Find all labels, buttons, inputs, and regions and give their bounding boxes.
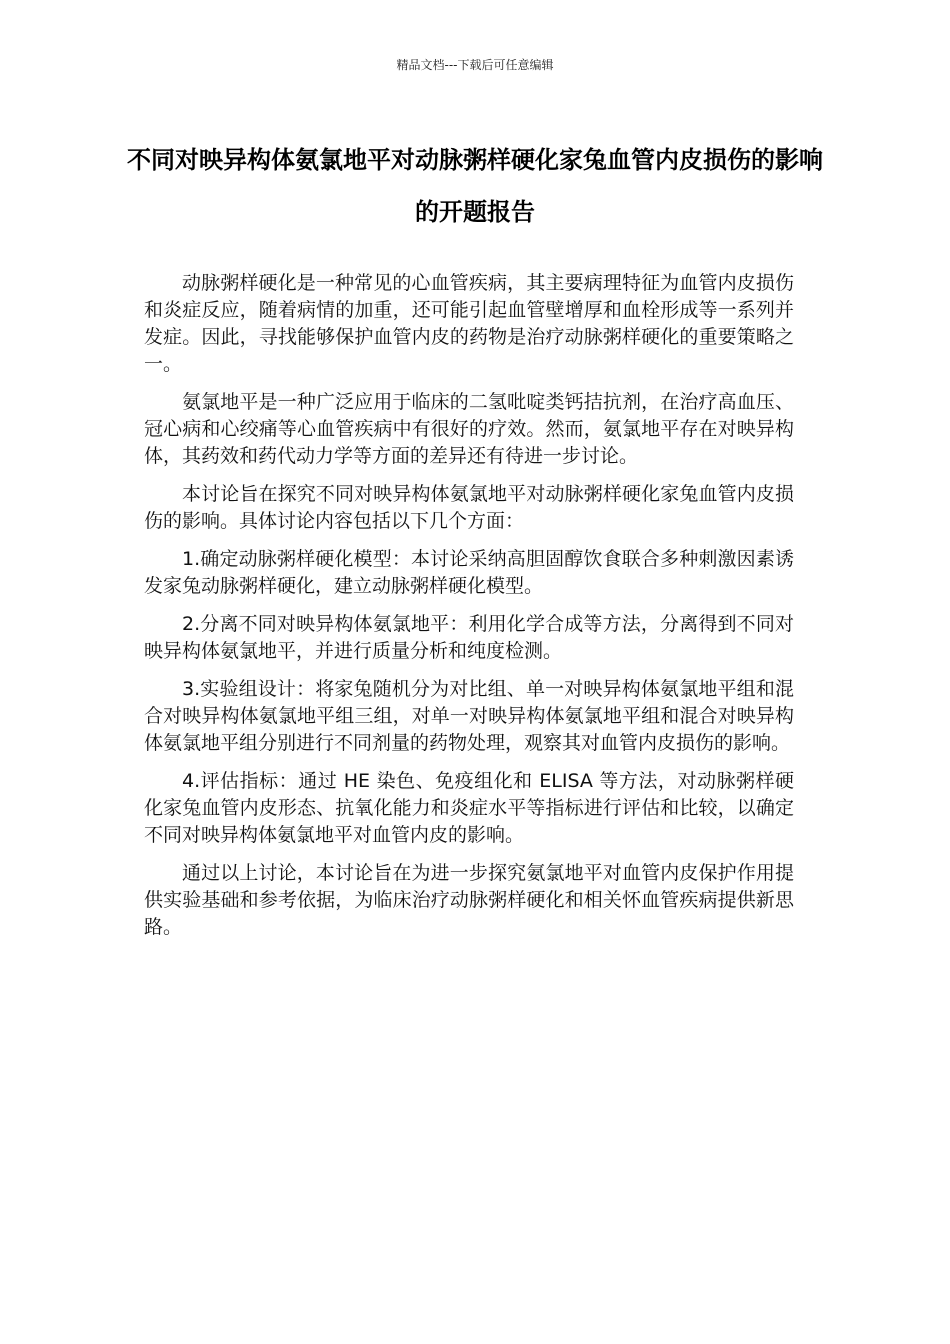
paragraph-item-2: 2.分离不同对映异构体氨氯地平：利用化学合成等方法，分离得到不同对映异构体氨氯地平，并进行质量分析和纯度检测。: [144, 613, 794, 662]
paragraph-conclusion: 通过以上讨论，本讨论旨在为进一步探究氨氯地平对血管内皮保护作用提供实验基础和参考依据，为临床治疗动脉粥样硬化和相关怀血管疾病提供新思路。: [144, 862, 794, 938]
paragraph-item-1: 1.确定动脉粥样硬化模型：本讨论采纳高胆固醇饮食联合多种刺激因素诱发家兔动脉粥样硬化，建立动脉粥样硬化模型。: [144, 548, 794, 597]
paragraph-item-3: 3.实验组设计：将家兔随机分为对比组、单一对映异构体氨氯地平组和混合对映异构体氨氯地平组三组，对单一对映异构体氨氯地平组和混合对映异构体氨氯地平组分别进行不同剂量的药物处理，观察其对血管内皮损伤的影响。: [144, 678, 794, 754]
document-body: [144, 270, 794, 952]
paragraph-intro: 动脉粥样硬化是一种常见的心血管疾病，其主要病理特征为血管内皮损伤和炎症反应，随着病情的加重，还可能引起血管壁增厚和血栓形成等一系列并发症。因此，寻找能够保护血管内皮的药物是治疗动脉粥样硬化的重要策略之一。: [144, 272, 794, 375]
page-header: 精品文档---下载后可任意编辑: [396, 58, 554, 72]
document-title: 不同对映异构体氨氯地平对动脉粥样硬化家兔血管内皮损伤的影响的开题报告: [127, 146, 823, 226]
paragraph-amlodipine: 氨氯地平是一种广泛应用于临床的二氢吡啶类钙拮抗剂，在治疗高血压、冠心病和心绞痛等心血管疾病中有很好的疗效。然而，氨氯地平存在对映异构体，其药效和药代动力学等方面的差异还有待进一步讨论。: [144, 391, 794, 467]
paragraph-item-4: 4.评估指标：通过 HE 染色、免疫组化和 ELISA 等方法，对动脉粥样硬化家兔血管内皮形态、抗氧化能力和炎症水平等指标进行评估和比较，以确定不同对映异构体氨氯地平对血管内皮的影响。: [144, 770, 794, 846]
paragraph-aim: 本讨论旨在探究不同对映异构体氨氯地平对动脉粥样硬化家兔血管内皮损伤的影响。具体讨论内容包括以下几个方面：: [144, 483, 794, 532]
